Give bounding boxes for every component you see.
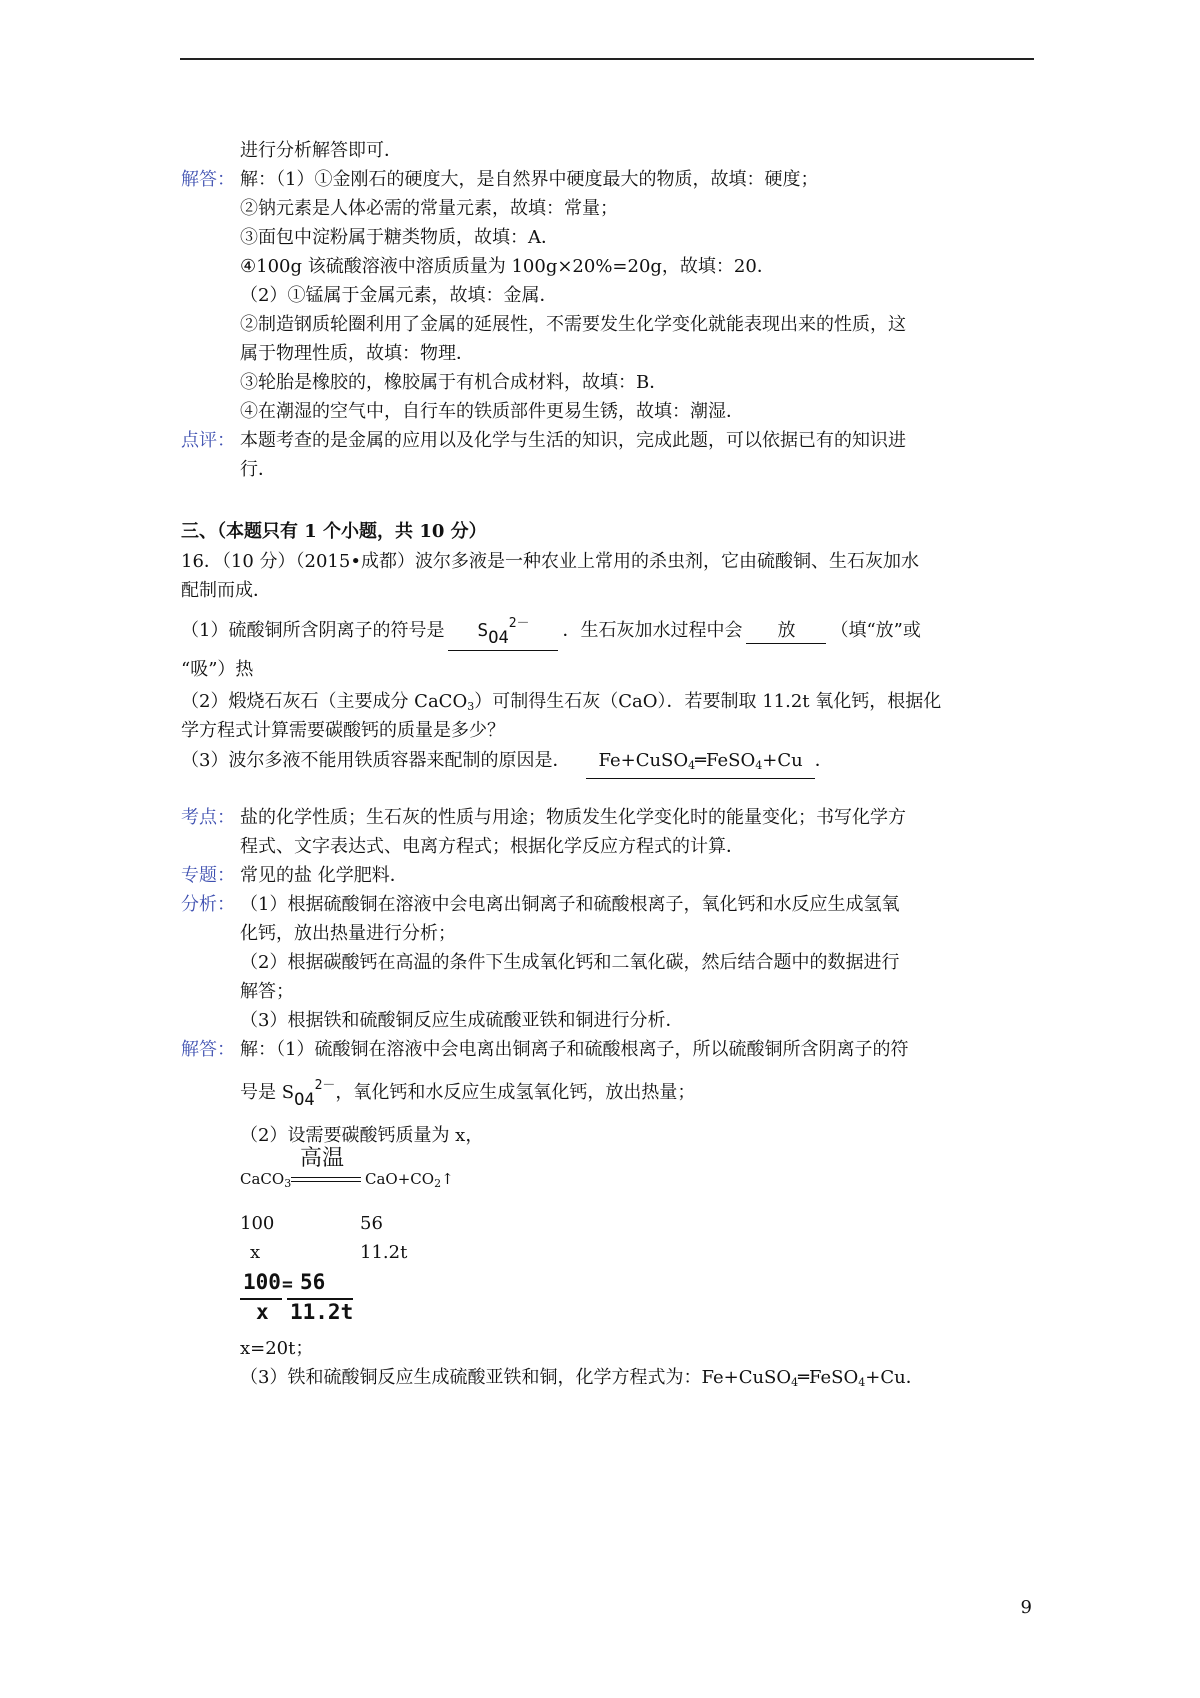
eq-part: Fe+CuSO: [598, 750, 689, 771]
kaodian-line: 盐的化学性质；生石灰的性质与用途；物质发生化学变化时的能量变化；书写化学方: [240, 807, 906, 828]
equation-left: [240, 1167, 291, 1196]
gas-arrow-icon: ↑: [441, 1170, 454, 1188]
reaction-condition: 高温: [300, 1146, 345, 1171]
comment-line: 本题考查的是金属的应用以及化学与生活的知识，完成此题，可以依据已有的知识进: [240, 430, 906, 451]
jieda-line: [240, 1366, 924, 1395]
zhuanti-line: 常见的盐 化学肥料．: [240, 865, 408, 886]
ratio-value: x: [250, 1242, 261, 1263]
fraction-numerator: 100: [243, 1270, 281, 1294]
fenxi-label: 分析：: [181, 894, 235, 915]
jieda-line: 解：（1）硫酸铜在溶液中会电离出铜离子和硫酸根离子，所以硫酸铜所含阴离子的符: [240, 1039, 909, 1060]
jieda-label: 解答：: [181, 1039, 235, 1060]
question-line: “吸”）热: [181, 659, 254, 680]
q3-suffix: ．: [814, 750, 833, 771]
answer-line: （2）①锰属于金属元素，故填：金属．: [240, 285, 558, 306]
kaodian-line: 程式、文字表达式、电离方程式；根据化学反应方程式的计算．: [240, 836, 744, 857]
fraction-numerator: 56: [300, 1270, 326, 1294]
eq-part: ═FeSO: [798, 1367, 859, 1388]
anion-oxygen: O: [294, 1090, 305, 1110]
result-line: x=20t；: [240, 1338, 314, 1359]
fraction-denominator: 11.2t: [290, 1300, 354, 1324]
eq-reactant: CaCO: [240, 1170, 285, 1188]
comment-line: 行．: [240, 459, 276, 480]
fraction-equals: =: [282, 1274, 293, 1295]
question-line: 学方程式计算需要碳酸钙的质量是多少？: [181, 720, 505, 741]
equation-right: [365, 1167, 454, 1196]
question-part-1: [181, 612, 921, 651]
q2-text-a: （2）煅烧石灰石（主要成分 CaCO: [181, 691, 468, 712]
ratio-value: 56: [360, 1213, 383, 1234]
comment-label: 点评：: [181, 430, 235, 451]
anion-subscript: 4: [304, 1090, 315, 1110]
eq-subscript: 4: [791, 1376, 799, 1389]
eq-part: +Cu．: [865, 1367, 924, 1388]
fenxi-line: （3）根据铁和硫酸铜反应生成硫酸亚铁和铜进行分析．: [240, 1010, 684, 1031]
q1-middle: ．生石灰加水过程中会: [562, 620, 743, 641]
equation-double-line: [291, 1177, 361, 1182]
eq-product: CaO+CO: [365, 1170, 435, 1188]
eq-part: +Cu: [762, 750, 803, 771]
ratio-value: 11.2t: [360, 1242, 408, 1263]
fenxi-line: 化钙，放出热量进行分析；: [240, 923, 456, 944]
jieda-line: [240, 1074, 695, 1112]
answer-line: 解：（1）①金刚石的硬度大，是自然界中硬度最大的物质，故填：硬度；: [240, 169, 819, 190]
reaction-answer-blank: [586, 749, 814, 779]
heat-answer-blank: 放: [746, 619, 826, 644]
jieda-line: （2）设需要碳酸钙质量为 x，: [240, 1125, 484, 1146]
anion-charge: 2－: [508, 616, 530, 631]
intro-line: 进行分析解答即可．: [240, 140, 402, 161]
page-number: 9: [1020, 1597, 1032, 1618]
section-heading: 三、（本题只有 1 个小题，共 10 分）: [181, 521, 487, 542]
answer-label: 解答：: [181, 169, 235, 190]
eq-subscript: 4: [858, 1376, 866, 1389]
j1-prefix: 号是 S: [240, 1082, 295, 1103]
ratio-value: 100: [240, 1213, 275, 1234]
question-line: 配制而成．: [181, 580, 271, 601]
q3-prefix: （3）波尔多液不能用铁质容器来配制的原因是．: [181, 750, 571, 771]
q1-suffix: （填“放”或: [830, 620, 921, 641]
anion-symbol: S: [477, 620, 489, 641]
fenxi-line: 解答；: [240, 981, 294, 1002]
anion-answer-blank: [448, 612, 558, 651]
fenxi-line: （2）根据碳酸钙在高温的条件下生成氧化钙和二氧化碳，然后结合题中的数据进行: [240, 952, 900, 973]
answer-line: ②钠元素是人体必需的常量元素，故填：常量；: [240, 198, 618, 219]
j3-prefix: （3）铁和硫酸铜反应生成硫酸亚铁和铜，化学方程式为：Fe+CuSO: [240, 1367, 792, 1388]
eq-subscript: 4: [755, 759, 763, 772]
answer-line: ④在潮湿的空气中，自行车的铁质部件更易生锈，故填：潮湿．: [240, 401, 744, 422]
kaodian-label: 考点：: [181, 807, 235, 828]
anion-oxygen: O: [488, 628, 499, 648]
eq-part: ═FeSO: [695, 750, 756, 771]
question-part-2: [181, 690, 941, 719]
question-part-3: [181, 749, 833, 779]
fenxi-line: （1）根据硫酸铜在溶液中会电离出铜离子和硫酸根离子，氧化钙和水反应生成氢氧: [240, 894, 900, 915]
fraction-denominator: x: [256, 1300, 269, 1324]
anion-charge: 2－: [314, 1078, 336, 1093]
eq-subscript: 2: [434, 1177, 442, 1190]
header-rule: [180, 58, 1034, 60]
answer-line: ②制造钢质轮圈利用了金属的延展性，不需要发生化学变化就能表现出来的性质，这: [240, 314, 906, 335]
eq-subscript: 4: [688, 759, 696, 772]
question-line: 16．（10 分）（2015•成都）波尔多液是一种农业上常用的杀虫剂，它由硫酸铜、生石灰加水: [181, 551, 919, 572]
q2-subscript: 3: [467, 700, 475, 713]
q1-prefix: （1）硫酸铜所含阴离子的符号是: [181, 620, 445, 641]
j1-suffix: ，氧化钙和水反应生成氢氧化钙，放出热量；: [335, 1082, 696, 1103]
answer-line: ③轮胎是橡胶的，橡胶属于有机合成材料，故填：B．: [240, 372, 668, 393]
eq-subscript: 3: [284, 1177, 292, 1190]
q2-text-b: ）可制得生石灰（CaO）．若要制取 11.2t 氧化钙，根据化: [474, 691, 942, 712]
anion-subscript: 4: [498, 628, 509, 648]
answer-line: 属于物理性质，故填：物理．: [240, 343, 474, 364]
zhuanti-label: 专题：: [181, 865, 235, 886]
answer-line: ④100g 该硫酸溶液中溶质质量为 100g×20%=20g，故填：20．: [240, 256, 775, 277]
answer-line: ③面包中淀粉属于糖类物质，故填：A．: [240, 227, 559, 248]
